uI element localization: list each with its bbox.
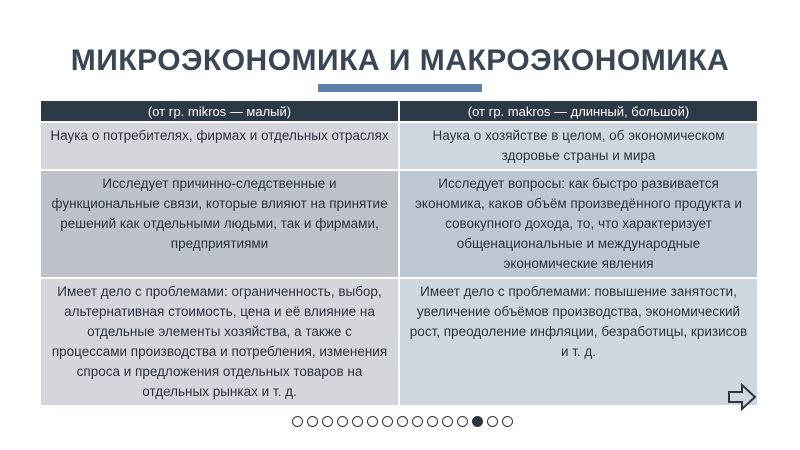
pager-dot-6[interactable] bbox=[367, 416, 378, 427]
title-accent-bar bbox=[318, 84, 482, 92]
pager-dot-8[interactable] bbox=[397, 416, 408, 427]
pager-dot-11[interactable] bbox=[442, 416, 453, 427]
pager-dot-3[interactable] bbox=[322, 416, 333, 427]
pager-dot-9[interactable] bbox=[412, 416, 423, 427]
pager-dot-7[interactable] bbox=[382, 416, 393, 427]
pager-dot-1[interactable] bbox=[292, 416, 303, 427]
header-micro: (от гр. mikros — малый) bbox=[41, 101, 398, 121]
micro-research-cell: Исследует причинно-следственные и функциональные связи, которые влияют на принятие решений как отдельными людьми, так и фирмами, предприятиями bbox=[41, 171, 398, 277]
table-row bbox=[41, 123, 757, 169]
pager-dot-14[interactable] bbox=[487, 416, 498, 427]
slide-title: МИКРОЭКОНОМИКА И МАКРОЭКОНОМИКА bbox=[70, 44, 730, 77]
pager-dot-5[interactable] bbox=[352, 416, 363, 427]
header-macro: (от гр. makros — длинный, большой) bbox=[400, 101, 757, 121]
macro-definition-cell: Наука о хозяйстве в целом, об экономическом здоровье страны и мира bbox=[400, 123, 757, 169]
pager-dot-13[interactable] bbox=[472, 416, 483, 427]
macro-problems-cell: Имеет дело с проблемами: повышение занятости, увеличение объёмов производства, экономический рост, преодоление инфляции, безработицы, кризисов и т. д. bbox=[400, 279, 757, 405]
micro-definition-cell: Наука о потребителях, фирмах и отдельных отраслях bbox=[41, 123, 398, 169]
table-header-row bbox=[41, 101, 757, 121]
micro-problems-cell: Имеет дело с проблемами: ограниченность, выбор, альтернативная стоимость, цена и её влияние на отдельные элементы хозяйства, а также с процессами производства и потребления, изменения спроса и предложения отдельных товаров на отдельных рынках и т. д. bbox=[41, 279, 398, 405]
pager-dot-4[interactable] bbox=[337, 416, 348, 427]
table-row bbox=[41, 171, 757, 277]
macro-research-cell: Исследует вопросы: как быстро развивается экономика, каков объём произведённого продукта и совокупного дохода, то, что характеризует общенациональные и международные экономические явления bbox=[400, 171, 757, 277]
comparison-table bbox=[39, 99, 759, 407]
pager-dot-12[interactable] bbox=[457, 416, 468, 427]
next-slide-arrow-icon[interactable] bbox=[726, 382, 758, 412]
table-row bbox=[41, 279, 757, 405]
slide-pager bbox=[2, 416, 800, 427]
pager-dot-2[interactable] bbox=[307, 416, 318, 427]
pager-dot-15[interactable] bbox=[502, 416, 513, 427]
pager-dot-10[interactable] bbox=[427, 416, 438, 427]
